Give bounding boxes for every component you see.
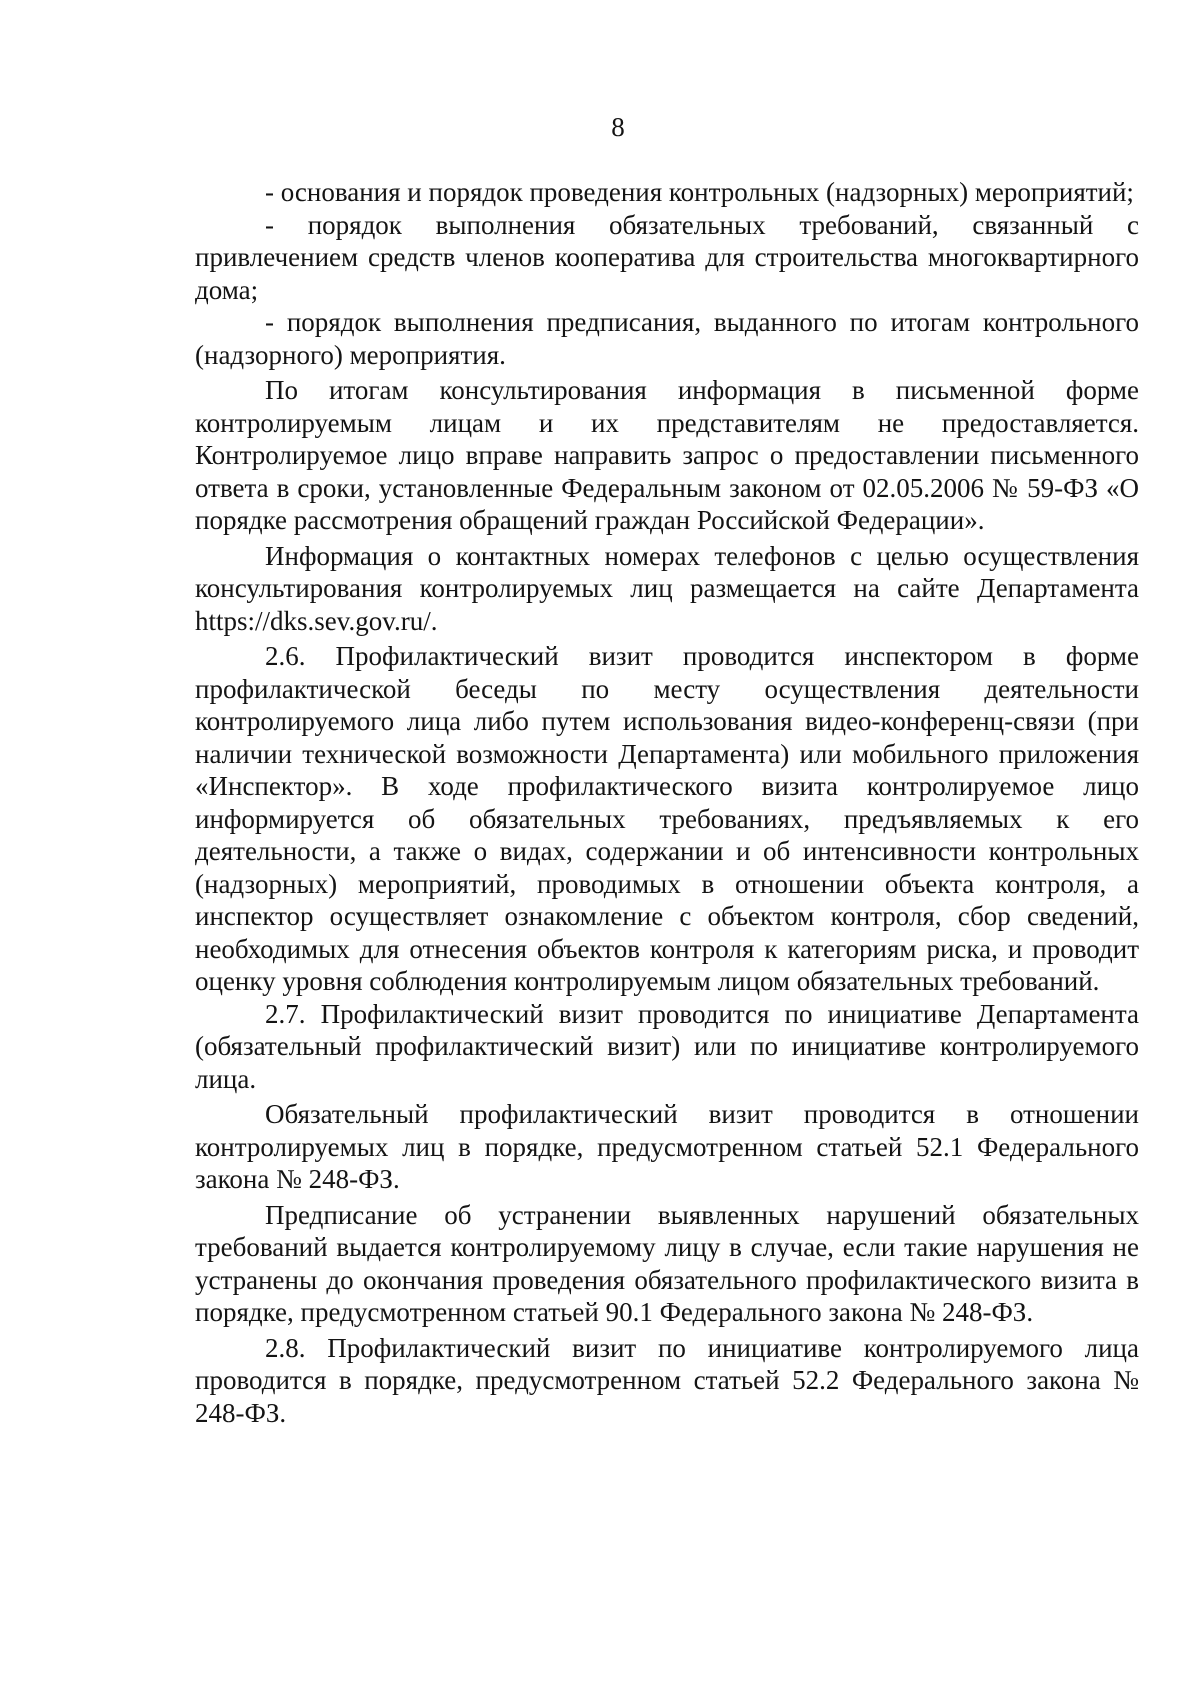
paragraph-prescription-procedure: - порядок выполнения предписания, выданного по итогам контрольного (надзорного) мероприятия. [195,307,1139,370]
paragraph-2-7: 2.7. Профилактический визит проводится по инициативе Департамента (обязательный профилактический визит) или по инициативе контролируемого лица. [195,998,1139,1094]
paragraph-contact-info: Информация о контактных номерах телефонов с целью осуществления консультирования контролируемых лиц размещается на сайте Департамента https://dks.sev.gov.ru/. [195,540,1139,636]
paragraph-requirements-procedure: - порядок выполнения обязательных требований, связанный с привлечением средств членов кооператива для строительства многоквартирного дома; [195,209,1139,305]
paragraph-2-6: 2.6. Профилактический визит проводится инспектором в форме профилактической беседы по месту осуществления деятельности контролируемого лица либо путем использования видео-конференц-связи (при наличии технической возможности Департамента) или мобильного приложения «Инспектор». В ходе профилактического визита контролируемое лицо информируется об обязательных требованиях, предъявляемых к его деятельности, а также о видах, содержании и об интенсивности контрольных (надзорных) мероприятий, проводимых в отношении объекта контроля, а инспектор осуществляет ознакомление с объектом контроля, сбор сведений, необходимых для отнесения объектов контроля к категориям риска, и проводит оценку уровня соблюдения контролируемым лицом обязательных требований. [195,641,1139,996]
document-body [195,176,1139,1429]
paragraph-grounds-procedure: - основания и порядок проведения контрольных (надзорных) мероприятий; [265,177,1134,207]
paragraph-2-8: 2.8. Профилактический визит по инициативе контролируемого лица проводится в порядке, предусмотренном статьей 52.2 Федерального закона № 248-ФЗ. [195,1332,1139,1428]
paragraph-consultation-results: По итогам консультирования информация в письменной форме контролируемым лицам и их представителям не предоставляется. Контролируемое лицо вправе направить запрос о предоставлении письменного ответа в сроки, установленные Федеральным законом от 02.05.2006 № 59-ФЗ «О порядке рассмотрения обращений граждан Российской Федерации». [195,375,1139,535]
page-number: 8 [611,112,625,142]
paragraph-mandatory-visit: Обязательный профилактический визит проводится в отношении контролируемых лиц в порядке, предусмотренном статьей 52.1 Федерального закона № 248-ФЗ. [195,1099,1139,1194]
paragraph-prescription-issue: Предписание об устранении выявленных нарушений обязательных требований выдается контролируемому лицу в случае, если такие нарушения не устранены до окончания проведения обязательного профилактического визита в порядке, предусмотренном статьей 90.1 Федерального закона № 248-ФЗ. [195,1199,1139,1327]
